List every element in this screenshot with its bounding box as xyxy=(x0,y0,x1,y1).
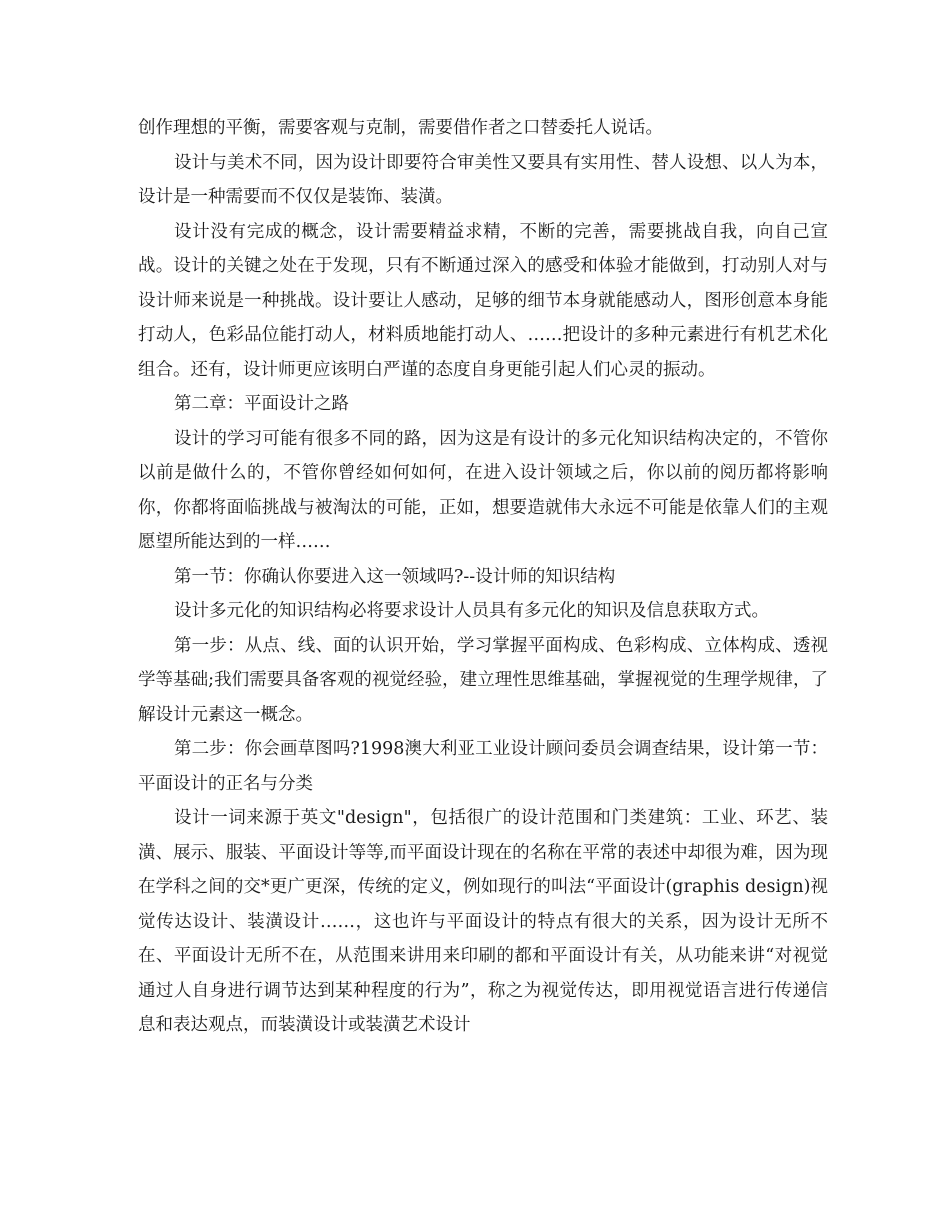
document-body xyxy=(138,111,828,1043)
paragraph-2: 设计与美术不同，因为设计即要符合审美性又要具有实用性、替人设想、以人为本，设计是一种需要而不仅仅是装饰、装潢。 xyxy=(138,152,828,207)
section-heading: 第一节：你确认你要进入这一领域吗?--设计师的知识结构 xyxy=(174,566,616,587)
paragraph-3: 设计没有完成的概念，设计需要精益求精，不断的完善，需要挑战自我，向自己宣战。设计的关键之处在于发现，只有不断通过深入的感受和体验才能做到，打动别人对与设计师来说是一种挑战。设计要让人感动，足够的细节本身就能感动人，图形创意本身能打动人，色彩品位能打动人，材料质地能打动人、……把设计的多种元素进行有机艺术化组合。还有，设计师更应该明白严谨的态度自身更能引起人们心灵的振动。 xyxy=(138,221,828,380)
paragraph-7: 设计多元化的知识结构必将要求设计人员具有多元化的知识及信息获取方式。 xyxy=(174,601,769,621)
paragraph-5: 设计的学习可能有很多不同的路，因为这是有设计的多元化知识结构决定的，不管你以前是做什么的，不管你曾经如何如何，在进入设计领域之后，你以前的阅历都将影响你，你都将面临挑战与被淘汰的可能，正如，想要造就伟大永远不可能是依靠人们的主观愿望所能达到的一样…… xyxy=(138,428,828,552)
paragraph-1: 创作理想的平衡，需要客观与克制，需要借作者之口替委托人说话。 xyxy=(138,118,663,138)
chapter-heading: 第二章：平面设计之路 xyxy=(174,394,349,414)
paragraph-9: 第二步：你会画草图吗?1998澳大利亚工业设计顾问委员会调查结果，设计第一节：平面设计的正名与分类 xyxy=(138,739,828,794)
paragraph-8: 第一步：从点、线、面的认识开始，学习掌握平面构成、色彩构成、立体构成、透视学等基础;我们需要具备客观的视觉经验，建立理性思维基础，掌握视觉的生理学规律，了解设计元素这一概念。 xyxy=(138,635,828,725)
paragraph-10: 设计一词来源于英文"design"，包括很广的设计范围和门类建筑：工业、环艺、装潢、展示、服装、平面设计等等,而平面设计现在的名称在平常的表述中却很为难，因为现在学科之间的交*更广更深，传统的定义，例如现行的叫法“平面设计(graphis design)视觉传达设计、装潢设计……，这也许与平面设计的特点有很大的关系，因为设计无所不在、平面设计无所不在，从范围来讲用来印刷的都和平面设计有关，从功能来讲“对视觉通过人自身进行调节达到某种程度的行为”，称之为视觉传达，即用视觉语言进行传递信息和表达观点，而装潢设计或装潢艺术设计 xyxy=(138,808,828,1035)
